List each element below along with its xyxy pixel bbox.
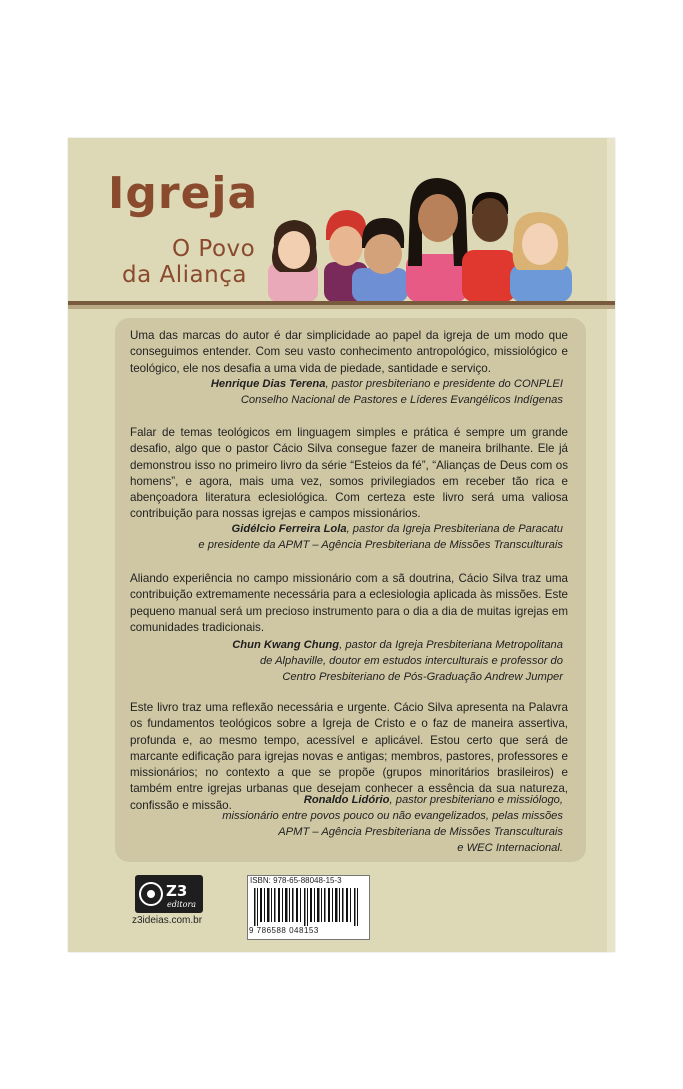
endorsement-role: , pastor da Igreja Presbiteriana Metropolitana: [339, 639, 563, 651]
endorsement-text: Este livro traz uma reflexão necessária e urgente. Cácio Silva apresenta na Palavra os fundamentos teológicos sobre a Igreja de Cristo e o faz de maneira assertiva, profunda e, ao mesmo tempo, acessível e aplicável. Estou certo que será de marcante edificação para igrejas novas e antigas; membros, pastores, professores e missionários; no contexto a que se propõe (grupos minoritários brasileiros) e também entre igrejas urbanas que desejam conhecer a essência da sua natureza, confissão e missão.: [130, 701, 568, 812]
endorsement-text: Uma das marcas do autor é dar simplicidade ao papel da igreja de um modo que conseguimos entender. Com seu vasto conhecimento antropológico, missiológico e teológico, ele nos desafia a uma vida de piedade, santidade e serviço.: [130, 329, 568, 375]
logo-mark-icon: [135, 875, 203, 913]
book-subtitle-line2: da Aliança: [122, 262, 247, 288]
endorsement-text: Aliando experiência no campo missionário com a sã doutrina, Cácio Silva traz uma contribuição extremamente necessária para a eclesiologia aplicada às missões. Este pequeno manual será um precioso instrumento para o dia a dia de muitas igrejas em comunidades tradicionais.: [130, 572, 568, 634]
endorsement-role: APMT – Agência Presbiteriana de Missões Transculturais: [278, 826, 563, 838]
endorsement-attribution: [143, 792, 563, 856]
endorsement-role: Conselho Nacional de Pastores e Líderes Evangélicos Indígenas: [240, 394, 563, 406]
children-photo: [262, 170, 580, 302]
book-subtitle-line1: O Povo: [172, 236, 256, 262]
logo-subtext: editora: [167, 900, 197, 909]
endorsement-author: Ronaldo Lidório: [303, 794, 390, 806]
endorsement-author: Gidélcio Ferreira Lola: [231, 523, 347, 535]
logo-text: Z3: [166, 882, 188, 900]
endorsement-text: Falar de temas teológicos em linguagem simples e prática é sempre um grande desafio, algo que o pastor Cácio Silva consegue fazer de maneira brilhante. Ele já demonstrou isso no primeiro livro da série “Esteios da fé”, “Alianças de Deus com os homens”, e agora, mais uma vez, somos privilegiados em receber tão rica e abençoadora literatura eclesiológica. Com certeza este livro será uma valiosa contribuição para nossas igrejas e campos missionários.: [130, 426, 568, 521]
child-figure: [462, 192, 516, 302]
endorsement-role: e WEC Internacional.: [457, 842, 563, 854]
endorsement-role: Centro Presbiteriano de Pós-Graduação Andrew Jumper: [282, 671, 563, 683]
endorsement-role: e presidente da APMT – Agência Presbiteriana de Missões Transculturais: [198, 539, 563, 551]
publisher-logo: [135, 875, 203, 913]
endorsement-role: missionário entre povos pouco ou não evangelizados, pelas missões: [222, 810, 563, 822]
book-title: Igreja: [108, 168, 259, 219]
endorsement-attribution: [143, 637, 563, 685]
endorsement-attribution: [143, 521, 563, 553]
endorsement-role: de Alphaville, doutor em estudos interculturais e professor do: [259, 655, 563, 667]
endorsement-author: Henrique Dias Terena: [210, 378, 326, 390]
divider-bar-accent: [68, 305, 615, 309]
child-figure: [406, 178, 468, 302]
endorsement-role: , pastor da Igreja Presbiteriana de Paracatu: [346, 523, 563, 535]
child-figure: [510, 212, 572, 302]
endorsement-role: , pastor presbiteriano e missiólogo,: [389, 794, 563, 806]
book-spine-edge: [607, 138, 615, 952]
barcode-digits: 9 786588 048153: [249, 926, 319, 935]
isbn-number: ISBN: 978-65-88048-15-3: [250, 876, 342, 885]
publisher-url: z3ideias.com.br: [132, 915, 203, 926]
endorsement-author: Chun Kwang Chung: [232, 639, 340, 651]
endorsement-attribution: [143, 376, 563, 408]
child-figure: [268, 220, 318, 302]
endorsement-role: , pastor presbiteriano e presidente do CONPLEI: [325, 378, 563, 390]
